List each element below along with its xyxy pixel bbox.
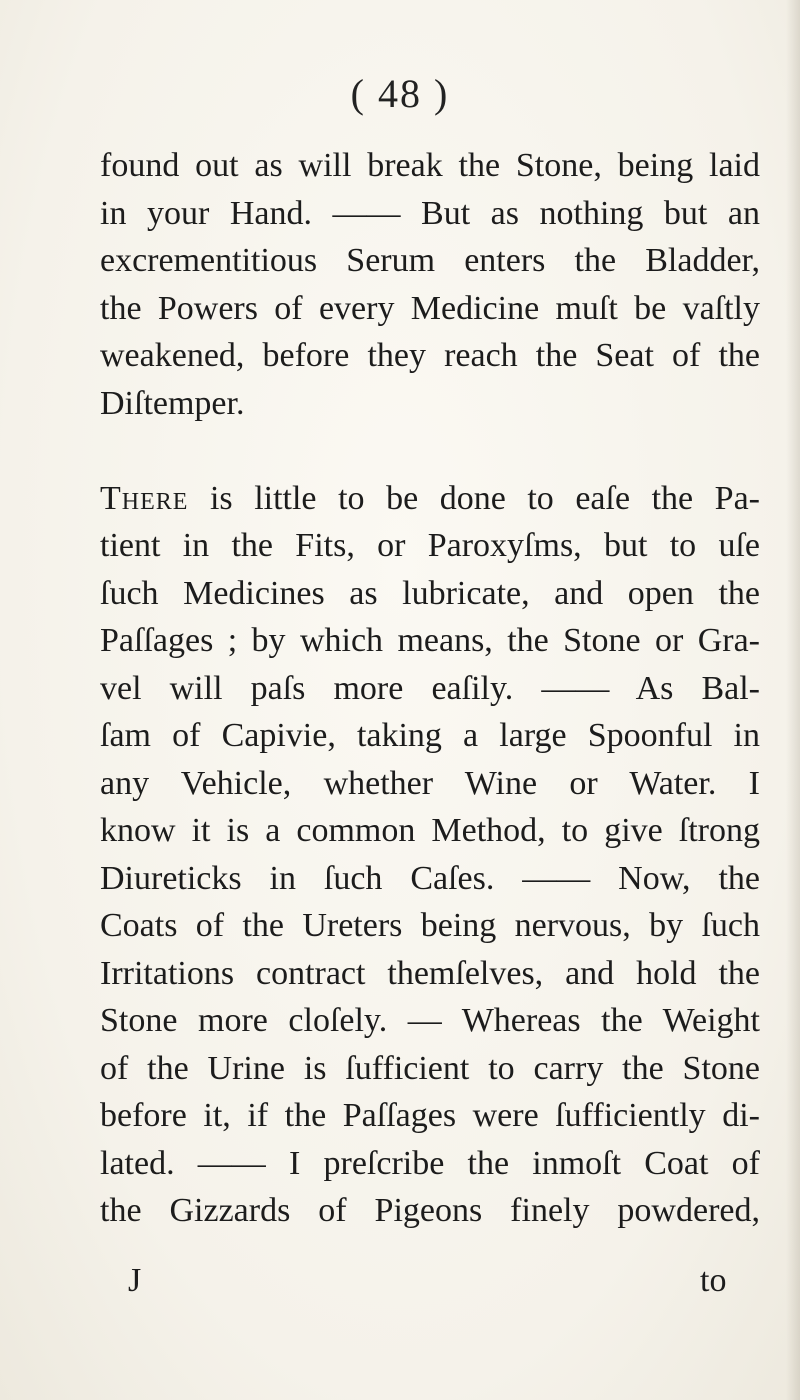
text-line: the Gizzards of Pigeons finely powdered, (100, 1192, 760, 1229)
text-line: the Powers of every Medicine muſt be vaſtly (100, 289, 760, 327)
text-line-rest: is little to be done to eaſe the Pa- (188, 479, 760, 517)
page-edge-shadow (786, 0, 800, 1400)
text-line: Paſſages ; by which means, the Stone or Gra- (100, 622, 760, 659)
paragraph-gap (100, 427, 760, 475)
signature-mark: J (128, 1262, 142, 1299)
text-line: ſam of Capivie, taking a large Spoonful in (100, 717, 760, 754)
text-line: tient in the Fits, or Paroxyſms, but to uſe (100, 527, 760, 564)
text-line: any Vehicle, whether Wine or Water. I (100, 764, 760, 802)
text-line: before it, if the Paſſages were ſufficiently di- (100, 1097, 760, 1134)
text-line: found out as will break the Stone, being laid (100, 147, 760, 184)
small-caps-word: There (100, 479, 189, 517)
text-line: vel will paſs more eaſily. —— As Bal- (100, 669, 760, 707)
text-line: in your Hand. —— But as nothing but an (100, 194, 760, 232)
text-line: ſuch Medicines as lubricate, and open the (100, 574, 760, 612)
text-line: weakened, before they reach the Seat of the (100, 337, 760, 374)
text-line: of the Urine is ſufficient to carry the Stone (100, 1049, 760, 1087)
text-line: know it is a common Method, to give ſtrong (100, 812, 760, 849)
text-line: excrementitious Serum enters the Bladder, (100, 242, 760, 279)
catchword: to (700, 1262, 727, 1299)
text-line: Coats of the Ureters being nervous, by ſuch (100, 907, 760, 944)
text-line: Diureticks in ſuch Caſes. —— Now, the (100, 859, 760, 897)
page-number: ( 48 ) (350, 71, 450, 116)
text-line: Stone more cloſely. — Whereas the Weight (100, 1002, 760, 1039)
text-line: lated. —— I preſcribe the inmoſt Coat of (100, 1144, 760, 1182)
text-line: Irritations contract themſelves, and hold the (100, 954, 760, 992)
body-text (100, 142, 760, 1235)
text-line-first (100, 475, 760, 523)
text-line: Diſtemper. (100, 384, 245, 422)
